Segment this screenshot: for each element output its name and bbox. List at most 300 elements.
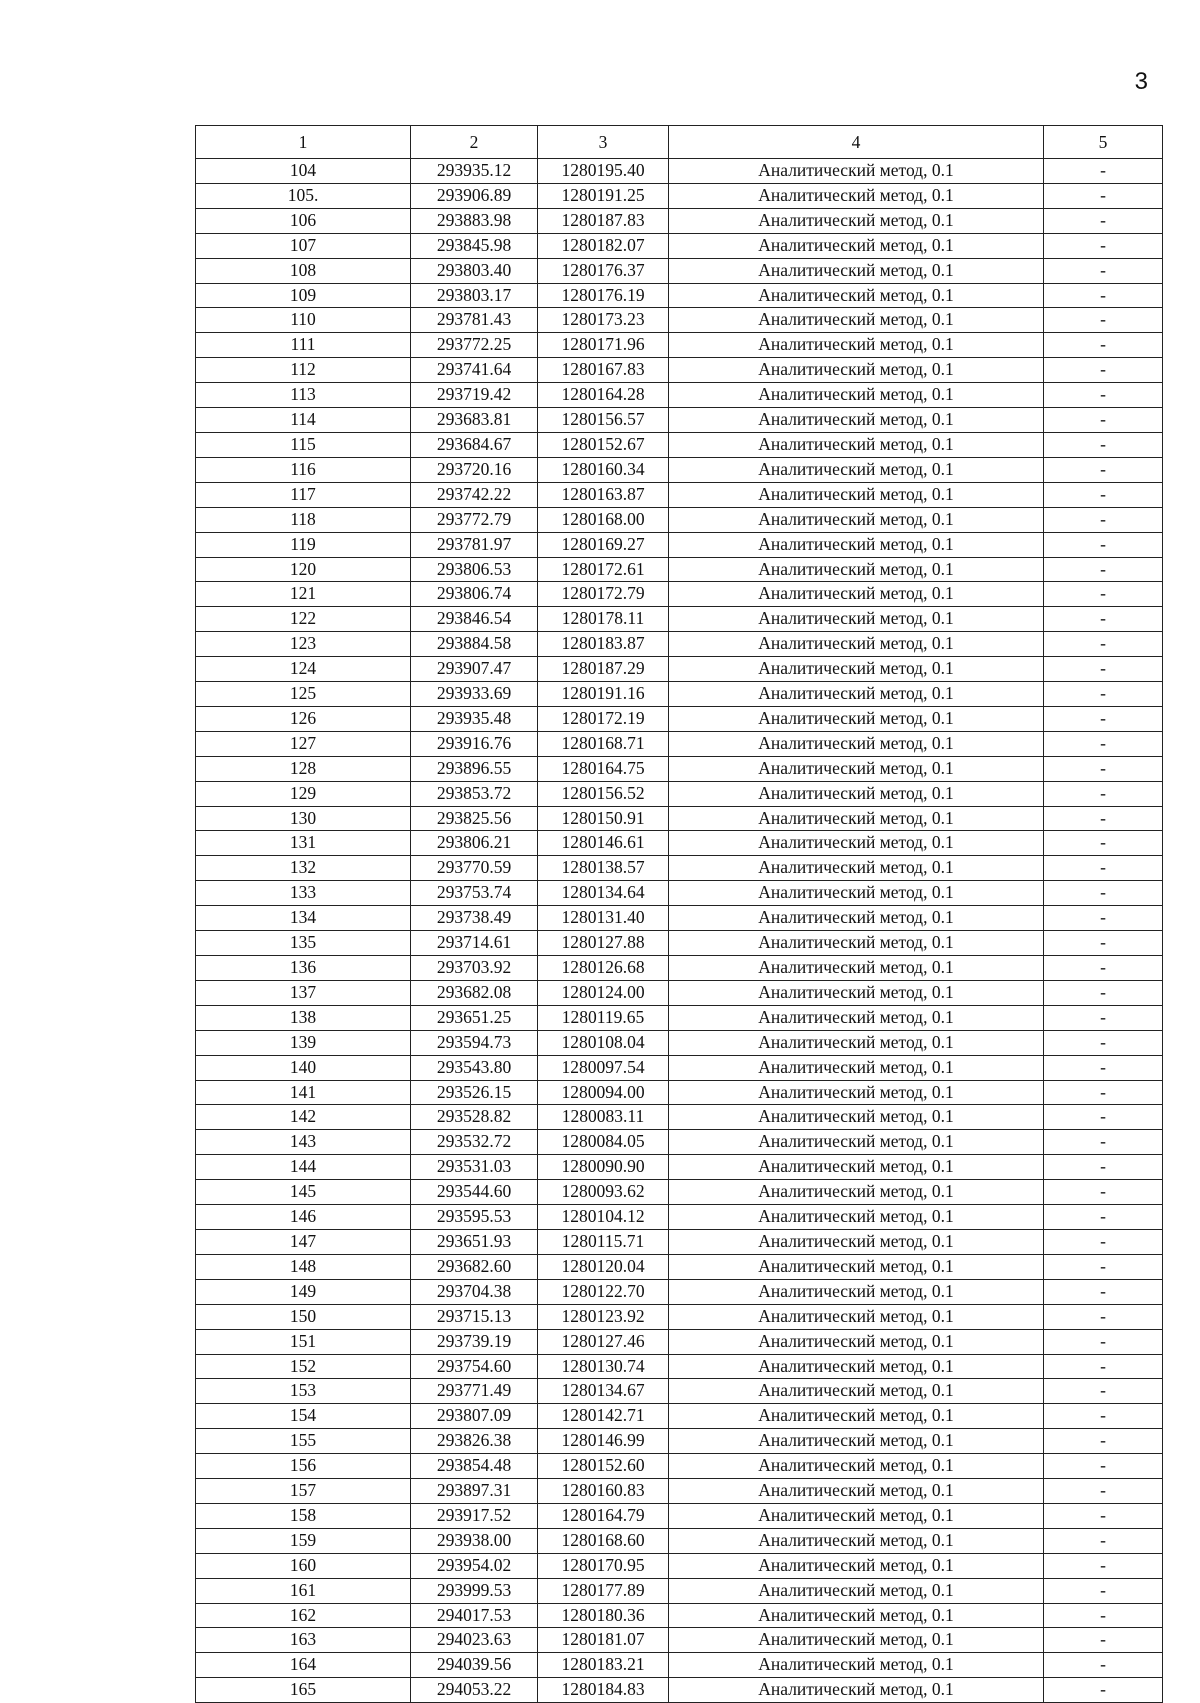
y-coordinate-cell: 1280127.46 xyxy=(538,1329,669,1354)
point-number-cell: 147 xyxy=(196,1229,411,1254)
y-coordinate-cell: 1280170.95 xyxy=(538,1553,669,1578)
y-coordinate-cell: 1280115.71 xyxy=(538,1229,669,1254)
note-cell: - xyxy=(1044,358,1163,383)
table-row xyxy=(196,1454,1163,1479)
y-coordinate-cell: 1280182.07 xyxy=(538,233,669,258)
y-coordinate-cell: 1280127.88 xyxy=(538,931,669,956)
table-row xyxy=(196,582,1163,607)
table-row xyxy=(196,1229,1163,1254)
point-number-cell: 149 xyxy=(196,1279,411,1304)
y-coordinate-cell: 1280131.40 xyxy=(538,906,669,931)
note-cell: - xyxy=(1044,632,1163,657)
method-accuracy-cell: Аналитический метод, 0.1 xyxy=(669,308,1044,333)
point-number-cell: 154 xyxy=(196,1404,411,1429)
column-header-3: 3 xyxy=(538,126,669,159)
table-row xyxy=(196,1005,1163,1030)
y-coordinate-cell: 1280163.87 xyxy=(538,482,669,507)
note-cell: - xyxy=(1044,607,1163,632)
method-accuracy-cell: Аналитический метод, 0.1 xyxy=(669,1379,1044,1404)
note-cell: - xyxy=(1044,408,1163,433)
y-coordinate-cell: 1280195.40 xyxy=(538,159,669,184)
x-coordinate-cell: 293544.60 xyxy=(411,1180,538,1205)
x-coordinate-cell: 293806.21 xyxy=(411,831,538,856)
x-coordinate-cell: 293826.38 xyxy=(411,1429,538,1454)
table-row xyxy=(196,1279,1163,1304)
table-row xyxy=(196,1354,1163,1379)
y-coordinate-cell: 1280164.79 xyxy=(538,1503,669,1528)
table-row xyxy=(196,283,1163,308)
point-number-cell: 143 xyxy=(196,1130,411,1155)
note-cell: - xyxy=(1044,1454,1163,1479)
point-number-cell: 140 xyxy=(196,1055,411,1080)
x-coordinate-cell: 293907.47 xyxy=(411,657,538,682)
note-cell: - xyxy=(1044,333,1163,358)
table-body xyxy=(196,159,1163,1703)
point-number-cell: 162 xyxy=(196,1603,411,1628)
note-cell: - xyxy=(1044,582,1163,607)
note-cell: - xyxy=(1044,432,1163,457)
point-number-cell: 156 xyxy=(196,1454,411,1479)
method-accuracy-cell: Аналитический метод, 0.1 xyxy=(669,931,1044,956)
y-coordinate-cell: 1280119.65 xyxy=(538,1005,669,1030)
point-number-cell: 118 xyxy=(196,507,411,532)
y-coordinate-cell: 1280160.83 xyxy=(538,1479,669,1504)
table-row xyxy=(196,208,1163,233)
table-row xyxy=(196,1055,1163,1080)
note-cell: - xyxy=(1044,1030,1163,1055)
table-row xyxy=(196,1479,1163,1504)
table-row xyxy=(196,731,1163,756)
note-cell: - xyxy=(1044,1304,1163,1329)
table-row xyxy=(196,432,1163,457)
method-accuracy-cell: Аналитический метод, 0.1 xyxy=(669,432,1044,457)
method-accuracy-cell: Аналитический метод, 0.1 xyxy=(669,1479,1044,1504)
table-row xyxy=(196,1603,1163,1628)
point-number-cell: 158 xyxy=(196,1503,411,1528)
point-number-cell: 126 xyxy=(196,706,411,731)
method-accuracy-cell: Аналитический метод, 0.1 xyxy=(669,1578,1044,1603)
point-number-cell: 161 xyxy=(196,1578,411,1603)
point-number-cell: 139 xyxy=(196,1030,411,1055)
method-accuracy-cell: Аналитический метод, 0.1 xyxy=(669,1628,1044,1653)
table-row xyxy=(196,1205,1163,1230)
x-coordinate-cell: 293806.53 xyxy=(411,557,538,582)
y-coordinate-cell: 1280123.92 xyxy=(538,1304,669,1329)
note-cell: - xyxy=(1044,1329,1163,1354)
point-number-cell: 120 xyxy=(196,557,411,582)
note-cell: - xyxy=(1044,1279,1163,1304)
x-coordinate-cell: 293935.12 xyxy=(411,159,538,184)
note-cell: - xyxy=(1044,1653,1163,1678)
x-coordinate-cell: 293651.93 xyxy=(411,1229,538,1254)
method-accuracy-cell: Аналитический метод, 0.1 xyxy=(669,632,1044,657)
note-cell: - xyxy=(1044,856,1163,881)
y-coordinate-cell: 1280152.67 xyxy=(538,432,669,457)
y-coordinate-cell: 1280191.25 xyxy=(538,183,669,208)
x-coordinate-cell: 293703.92 xyxy=(411,956,538,981)
point-number-cell: 128 xyxy=(196,756,411,781)
note-cell: - xyxy=(1044,1205,1163,1230)
table-row xyxy=(196,1130,1163,1155)
y-coordinate-cell: 1280171.96 xyxy=(538,333,669,358)
point-number-cell: 116 xyxy=(196,457,411,482)
x-coordinate-cell: 293720.16 xyxy=(411,457,538,482)
table-row xyxy=(196,358,1163,383)
x-coordinate-cell: 294023.63 xyxy=(411,1628,538,1653)
x-coordinate-cell: 293682.08 xyxy=(411,980,538,1005)
y-coordinate-cell: 1280172.61 xyxy=(538,557,669,582)
x-coordinate-cell: 293742.22 xyxy=(411,482,538,507)
method-accuracy-cell: Аналитический метод, 0.1 xyxy=(669,383,1044,408)
x-coordinate-cell: 293954.02 xyxy=(411,1553,538,1578)
table-row xyxy=(196,1329,1163,1354)
y-coordinate-cell: 1280168.00 xyxy=(538,507,669,532)
table-row xyxy=(196,1503,1163,1528)
table-row xyxy=(196,457,1163,482)
method-accuracy-cell: Аналитический метод, 0.1 xyxy=(669,159,1044,184)
table-row xyxy=(196,1678,1163,1703)
table-row xyxy=(196,831,1163,856)
point-number-cell: 112 xyxy=(196,358,411,383)
note-cell: - xyxy=(1044,706,1163,731)
table-row xyxy=(196,258,1163,283)
y-coordinate-cell: 1280122.70 xyxy=(538,1279,669,1304)
y-coordinate-cell: 1280108.04 xyxy=(538,1030,669,1055)
x-coordinate-cell: 293999.53 xyxy=(411,1578,538,1603)
note-cell: - xyxy=(1044,1055,1163,1080)
method-accuracy-cell: Аналитический метод, 0.1 xyxy=(669,408,1044,433)
y-coordinate-cell: 1280138.57 xyxy=(538,856,669,881)
method-accuracy-cell: Аналитический метод, 0.1 xyxy=(669,682,1044,707)
method-accuracy-cell: Аналитический метод, 0.1 xyxy=(669,1678,1044,1703)
x-coordinate-cell: 293754.60 xyxy=(411,1354,538,1379)
x-coordinate-cell: 293938.00 xyxy=(411,1528,538,1553)
method-accuracy-cell: Аналитический метод, 0.1 xyxy=(669,1603,1044,1628)
point-number-cell: 136 xyxy=(196,956,411,981)
point-number-cell: 104 xyxy=(196,159,411,184)
note-cell: - xyxy=(1044,557,1163,582)
table-row xyxy=(196,1628,1163,1653)
x-coordinate-cell: 293781.43 xyxy=(411,308,538,333)
y-coordinate-cell: 1280146.61 xyxy=(538,831,669,856)
table-row xyxy=(196,1105,1163,1130)
y-coordinate-cell: 1280124.00 xyxy=(538,980,669,1005)
method-accuracy-cell: Аналитический метод, 0.1 xyxy=(669,881,1044,906)
method-accuracy-cell: Аналитический метод, 0.1 xyxy=(669,1454,1044,1479)
note-cell: - xyxy=(1044,283,1163,308)
table-row xyxy=(196,1080,1163,1105)
point-number-cell: 127 xyxy=(196,731,411,756)
point-number-cell: 129 xyxy=(196,781,411,806)
point-number-cell: 124 xyxy=(196,657,411,682)
note-cell: - xyxy=(1044,906,1163,931)
note-cell: - xyxy=(1044,980,1163,1005)
method-accuracy-cell: Аналитический метод, 0.1 xyxy=(669,557,1044,582)
x-coordinate-cell: 293526.15 xyxy=(411,1080,538,1105)
table-row xyxy=(196,333,1163,358)
method-accuracy-cell: Аналитический метод, 0.1 xyxy=(669,956,1044,981)
y-coordinate-cell: 1280181.07 xyxy=(538,1628,669,1653)
note-cell: - xyxy=(1044,1603,1163,1628)
point-number-cell: 145 xyxy=(196,1180,411,1205)
note-cell: - xyxy=(1044,308,1163,333)
note-cell: - xyxy=(1044,1130,1163,1155)
point-number-cell: 163 xyxy=(196,1628,411,1653)
note-cell: - xyxy=(1044,1628,1163,1653)
method-accuracy-cell: Аналитический метод, 0.1 xyxy=(669,706,1044,731)
y-coordinate-cell: 1280164.75 xyxy=(538,756,669,781)
table-row xyxy=(196,233,1163,258)
x-coordinate-cell: 294039.56 xyxy=(411,1653,538,1678)
table-row xyxy=(196,806,1163,831)
y-coordinate-cell: 1280191.16 xyxy=(538,682,669,707)
x-coordinate-cell: 293683.81 xyxy=(411,408,538,433)
x-coordinate-cell: 293651.25 xyxy=(411,1005,538,1030)
y-coordinate-cell: 1280167.83 xyxy=(538,358,669,383)
y-coordinate-cell: 1280172.79 xyxy=(538,582,669,607)
table-row xyxy=(196,756,1163,781)
y-coordinate-cell: 1280146.99 xyxy=(538,1429,669,1454)
y-coordinate-cell: 1280176.37 xyxy=(538,258,669,283)
point-number-cell: 110 xyxy=(196,308,411,333)
x-coordinate-cell: 293906.89 xyxy=(411,183,538,208)
note-cell: - xyxy=(1044,1503,1163,1528)
x-coordinate-cell: 293528.82 xyxy=(411,1105,538,1130)
method-accuracy-cell: Аналитический метод, 0.1 xyxy=(669,781,1044,806)
method-accuracy-cell: Аналитический метод, 0.1 xyxy=(669,1653,1044,1678)
note-cell: - xyxy=(1044,756,1163,781)
note-cell: - xyxy=(1044,507,1163,532)
column-header-5: 5 xyxy=(1044,126,1163,159)
x-coordinate-cell: 293917.52 xyxy=(411,1503,538,1528)
x-coordinate-cell: 293772.79 xyxy=(411,507,538,532)
note-cell: - xyxy=(1044,831,1163,856)
method-accuracy-cell: Аналитический метод, 0.1 xyxy=(669,1354,1044,1379)
method-accuracy-cell: Аналитический метод, 0.1 xyxy=(669,358,1044,383)
x-coordinate-cell: 294053.22 xyxy=(411,1678,538,1703)
method-accuracy-cell: Аналитический метод, 0.1 xyxy=(669,1130,1044,1155)
y-coordinate-cell: 1280156.52 xyxy=(538,781,669,806)
point-number-cell: 121 xyxy=(196,582,411,607)
note-cell: - xyxy=(1044,1005,1163,1030)
table-row xyxy=(196,1030,1163,1055)
method-accuracy-cell: Аналитический метод, 0.1 xyxy=(669,756,1044,781)
table-row xyxy=(196,956,1163,981)
x-coordinate-cell: 293916.76 xyxy=(411,731,538,756)
note-cell: - xyxy=(1044,183,1163,208)
table-row xyxy=(196,308,1163,333)
method-accuracy-cell: Аналитический метод, 0.1 xyxy=(669,1030,1044,1055)
method-accuracy-cell: Аналитический метод, 0.1 xyxy=(669,233,1044,258)
method-accuracy-cell: Аналитический метод, 0.1 xyxy=(669,657,1044,682)
method-accuracy-cell: Аналитический метод, 0.1 xyxy=(669,1080,1044,1105)
point-number-cell: 131 xyxy=(196,831,411,856)
x-coordinate-cell: 293854.48 xyxy=(411,1454,538,1479)
x-coordinate-cell: 293770.59 xyxy=(411,856,538,881)
point-number-cell: 141 xyxy=(196,1080,411,1105)
x-coordinate-cell: 293715.13 xyxy=(411,1304,538,1329)
y-coordinate-cell: 1280134.67 xyxy=(538,1379,669,1404)
y-coordinate-cell: 1280187.29 xyxy=(538,657,669,682)
note-cell: - xyxy=(1044,1105,1163,1130)
table-row xyxy=(196,1404,1163,1429)
y-coordinate-cell: 1280172.19 xyxy=(538,706,669,731)
method-accuracy-cell: Аналитический метод, 0.1 xyxy=(669,1205,1044,1230)
y-coordinate-cell: 1280169.27 xyxy=(538,532,669,557)
table-row xyxy=(196,1379,1163,1404)
x-coordinate-cell: 293846.54 xyxy=(411,607,538,632)
point-number-cell: 108 xyxy=(196,258,411,283)
method-accuracy-cell: Аналитический метод, 0.1 xyxy=(669,183,1044,208)
table-row xyxy=(196,657,1163,682)
x-coordinate-cell: 293719.42 xyxy=(411,383,538,408)
x-coordinate-cell: 293531.03 xyxy=(411,1155,538,1180)
x-coordinate-cell: 293684.67 xyxy=(411,432,538,457)
note-cell: - xyxy=(1044,532,1163,557)
point-number-cell: 146 xyxy=(196,1205,411,1230)
y-coordinate-cell: 1280150.91 xyxy=(538,806,669,831)
y-coordinate-cell: 1280156.57 xyxy=(538,408,669,433)
note-cell: - xyxy=(1044,881,1163,906)
y-coordinate-cell: 1280083.11 xyxy=(538,1105,669,1130)
method-accuracy-cell: Аналитический метод, 0.1 xyxy=(669,1279,1044,1304)
note-cell: - xyxy=(1044,1229,1163,1254)
y-coordinate-cell: 1280094.00 xyxy=(538,1080,669,1105)
point-number-cell: 164 xyxy=(196,1653,411,1678)
note-cell: - xyxy=(1044,1528,1163,1553)
note-cell: - xyxy=(1044,258,1163,283)
point-number-cell: 106 xyxy=(196,208,411,233)
y-coordinate-cell: 1280134.64 xyxy=(538,881,669,906)
note-cell: - xyxy=(1044,1354,1163,1379)
column-header-1: 1 xyxy=(196,126,411,159)
method-accuracy-cell: Аналитический метод, 0.1 xyxy=(669,1055,1044,1080)
note-cell: - xyxy=(1044,1379,1163,1404)
method-accuracy-cell: Аналитический метод, 0.1 xyxy=(669,831,1044,856)
method-accuracy-cell: Аналитический метод, 0.1 xyxy=(669,980,1044,1005)
y-coordinate-cell: 1280183.21 xyxy=(538,1653,669,1678)
method-accuracy-cell: Аналитический метод, 0.1 xyxy=(669,457,1044,482)
note-cell: - xyxy=(1044,1578,1163,1603)
method-accuracy-cell: Аналитический метод, 0.1 xyxy=(669,482,1044,507)
method-accuracy-cell: Аналитический метод, 0.1 xyxy=(669,1105,1044,1130)
table-row xyxy=(196,408,1163,433)
x-coordinate-cell: 293884.58 xyxy=(411,632,538,657)
y-coordinate-cell: 1280152.60 xyxy=(538,1454,669,1479)
x-coordinate-cell: 293532.72 xyxy=(411,1130,538,1155)
table-row xyxy=(196,906,1163,931)
note-cell: - xyxy=(1044,1155,1163,1180)
x-coordinate-cell: 293714.61 xyxy=(411,931,538,956)
method-accuracy-cell: Аналитический метод, 0.1 xyxy=(669,1304,1044,1329)
column-header-4: 4 xyxy=(669,126,1044,159)
table-row xyxy=(196,1578,1163,1603)
x-coordinate-cell: 293704.38 xyxy=(411,1279,538,1304)
method-accuracy-cell: Аналитический метод, 0.1 xyxy=(669,1229,1044,1254)
point-number-cell: 152 xyxy=(196,1354,411,1379)
table-row xyxy=(196,1553,1163,1578)
point-number-cell: 132 xyxy=(196,856,411,881)
method-accuracy-cell: Аналитический метод, 0.1 xyxy=(669,333,1044,358)
y-coordinate-cell: 1280126.68 xyxy=(538,956,669,981)
table-row xyxy=(196,856,1163,881)
y-coordinate-cell: 1280093.62 xyxy=(538,1180,669,1205)
x-coordinate-cell: 293933.69 xyxy=(411,682,538,707)
x-coordinate-cell: 293772.25 xyxy=(411,333,538,358)
method-accuracy-cell: Аналитический метод, 0.1 xyxy=(669,1329,1044,1354)
point-number-cell: 148 xyxy=(196,1254,411,1279)
table-row xyxy=(196,706,1163,731)
method-accuracy-cell: Аналитический метод, 0.1 xyxy=(669,1429,1044,1454)
x-coordinate-cell: 293595.53 xyxy=(411,1205,538,1230)
table-row xyxy=(196,931,1163,956)
method-accuracy-cell: Аналитический метод, 0.1 xyxy=(669,1553,1044,1578)
y-coordinate-cell: 1280142.71 xyxy=(538,1404,669,1429)
table-row xyxy=(196,507,1163,532)
point-number-cell: 133 xyxy=(196,881,411,906)
point-number-cell: 151 xyxy=(196,1329,411,1354)
point-number-cell: 130 xyxy=(196,806,411,831)
table-row xyxy=(196,980,1163,1005)
point-number-cell: 113 xyxy=(196,383,411,408)
table-row xyxy=(196,1528,1163,1553)
coordinates-table xyxy=(195,125,1163,1703)
note-cell: - xyxy=(1044,731,1163,756)
x-coordinate-cell: 293896.55 xyxy=(411,756,538,781)
method-accuracy-cell: Аналитический метод, 0.1 xyxy=(669,1528,1044,1553)
x-coordinate-cell: 293543.80 xyxy=(411,1055,538,1080)
x-coordinate-cell: 293739.19 xyxy=(411,1329,538,1354)
x-coordinate-cell: 293806.74 xyxy=(411,582,538,607)
y-coordinate-cell: 1280160.34 xyxy=(538,457,669,482)
y-coordinate-cell: 1280178.11 xyxy=(538,607,669,632)
point-number-cell: 109 xyxy=(196,283,411,308)
x-coordinate-cell: 293803.17 xyxy=(411,283,538,308)
y-coordinate-cell: 1280120.04 xyxy=(538,1254,669,1279)
point-number-cell: 135 xyxy=(196,931,411,956)
y-coordinate-cell: 1280168.60 xyxy=(538,1528,669,1553)
point-number-cell: 157 xyxy=(196,1479,411,1504)
y-coordinate-cell: 1280176.19 xyxy=(538,283,669,308)
table-row xyxy=(196,1254,1163,1279)
note-cell: - xyxy=(1044,457,1163,482)
x-coordinate-cell: 293771.49 xyxy=(411,1379,538,1404)
note-cell: - xyxy=(1044,682,1163,707)
note-cell: - xyxy=(1044,208,1163,233)
note-cell: - xyxy=(1044,159,1163,184)
note-cell: - xyxy=(1044,1254,1163,1279)
note-cell: - xyxy=(1044,1553,1163,1578)
note-cell: - xyxy=(1044,1429,1163,1454)
x-coordinate-cell: 294017.53 xyxy=(411,1603,538,1628)
table-row xyxy=(196,482,1163,507)
x-coordinate-cell: 293807.09 xyxy=(411,1404,538,1429)
y-coordinate-cell: 1280183.87 xyxy=(538,632,669,657)
point-number-cell: 144 xyxy=(196,1155,411,1180)
point-number-cell: 119 xyxy=(196,532,411,557)
note-cell: - xyxy=(1044,806,1163,831)
point-number-cell: 123 xyxy=(196,632,411,657)
x-coordinate-cell: 293738.49 xyxy=(411,906,538,931)
point-number-cell: 142 xyxy=(196,1105,411,1130)
x-coordinate-cell: 293845.98 xyxy=(411,233,538,258)
note-cell: - xyxy=(1044,233,1163,258)
note-cell: - xyxy=(1044,781,1163,806)
point-number-cell: 150 xyxy=(196,1304,411,1329)
point-number-cell: 134 xyxy=(196,906,411,931)
table-row xyxy=(196,607,1163,632)
note-cell: - xyxy=(1044,657,1163,682)
